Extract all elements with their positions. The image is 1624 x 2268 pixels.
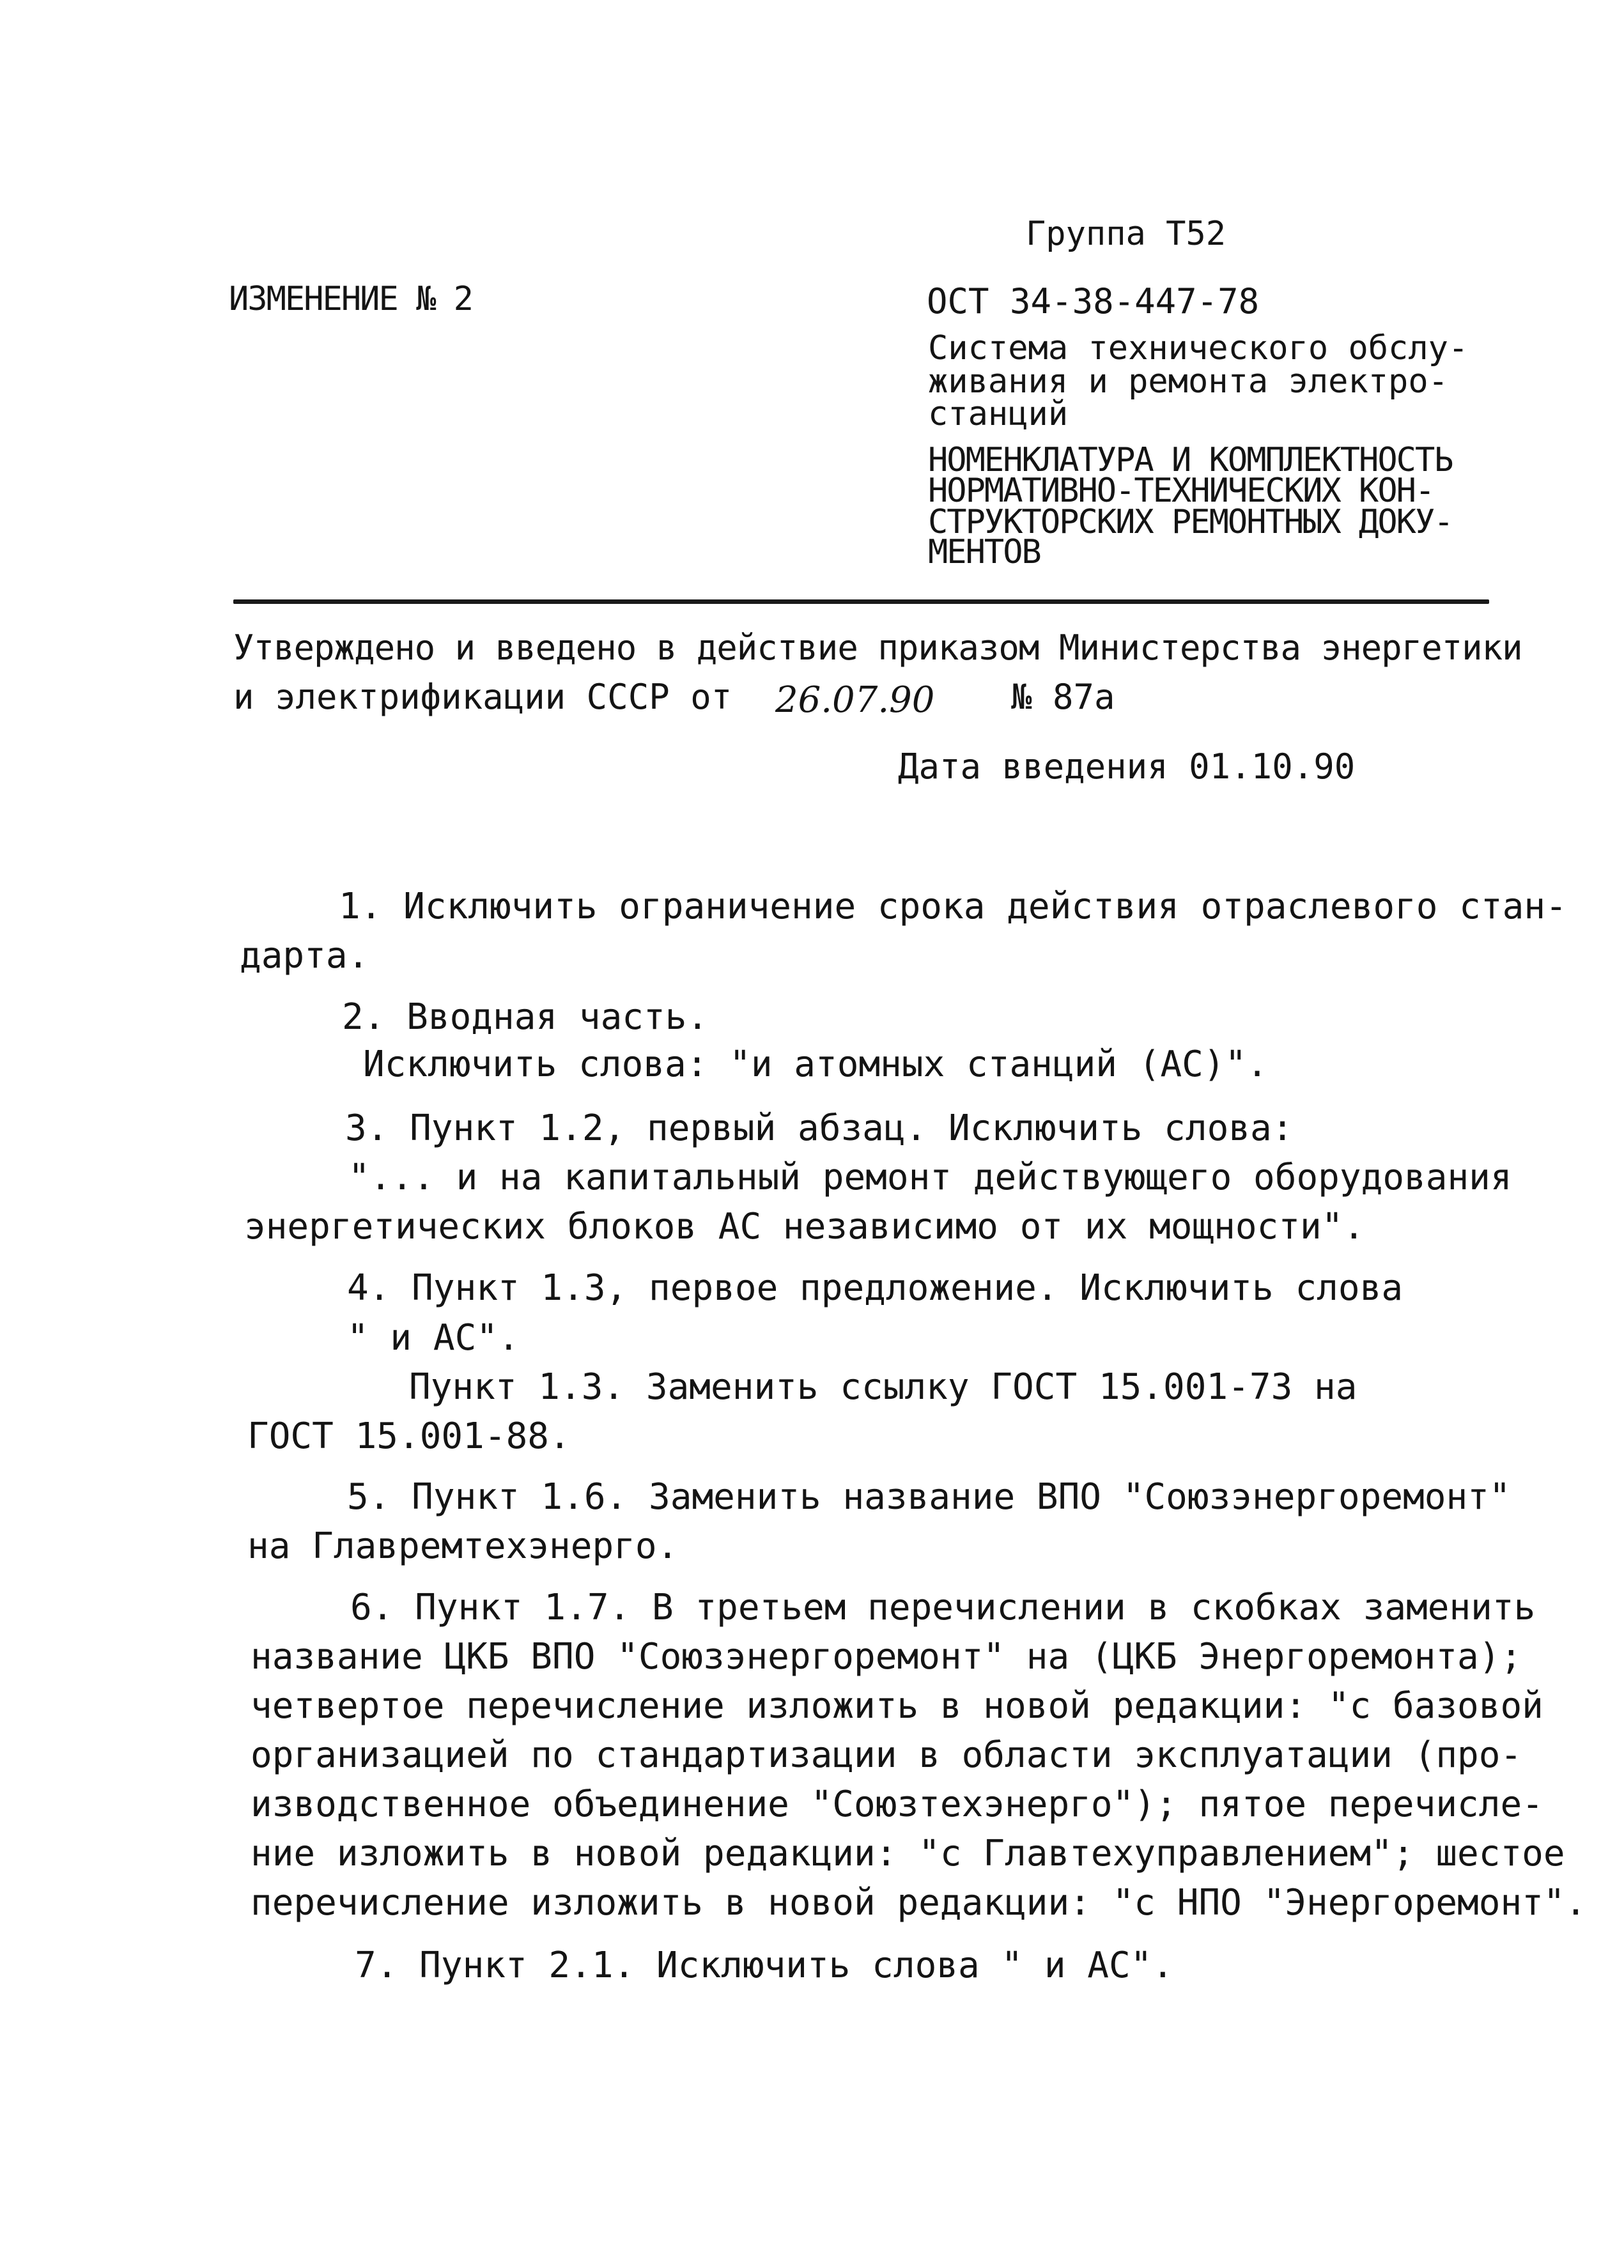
system-title-line: Система технического обслу- [928,329,1469,367]
system-title-line: живания и ремонта электро- [928,362,1448,401]
standard-code: ОСТ 34-38-447-78 [927,281,1260,321]
item-line: 1. Исключить ограничение срока действия отраслевого стан- [339,886,1567,927]
item-line: 7. Пункт 2.1. Исключить слова " и АС". [355,1945,1174,1986]
item-line: Пункт 1.3. Заменить ссылку ГОСТ 15.001-73 на [409,1366,1357,1408]
order-date: 26.07.90 [775,679,935,721]
item-line: "... и на капитальный ремонт действующего оборудования [348,1157,1512,1198]
item-line: 2. Вводная часть. [342,996,709,1038]
item-line: на Главремтехэнерго. [247,1525,679,1567]
item-line: Исключить слова: "и атомных станций (АС)". [363,1044,1269,1085]
item-line: ГОСТ 15.001-88. [247,1416,571,1457]
item-line: энергетических блоков АС независимо от их мощности". [244,1206,1365,1247]
item-line: 3. Пункт 1.2, первый абзац. Исключить слова: [345,1107,1294,1149]
item-line: изводственное объединение "Союзтехэнерго"); пятое перечисле- [251,1784,1543,1825]
item-line: 6. Пункт 1.7. В третьем перечислении в скобках заменить [350,1587,1536,1628]
system-title-line: станций [928,395,1069,433]
doc-title-line: МЕНТОВ [928,533,1040,571]
item-line: организацией по стандартизации в области эксплуатации (про- [251,1734,1522,1776]
order-number: № 87а [1011,677,1115,717]
item-line: ние изложить в новой редакции: "с Главтехуправлением"; шестое [251,1833,1565,1874]
group-label: Группа Т52 [1026,215,1226,253]
approval-line: Утверждено и введено в действие приказом Министерства энергетики [233,628,1522,668]
item-line: " и АС". [347,1317,520,1359]
item-line: перечисление изложить в новой редакции: "с НПО "Энергоремонт". [251,1882,1587,1924]
change-title: ИЗМЕНЕНИЕ № 2 [229,280,472,318]
doc-title-line: НОРМАТИВНО-ТЕХНИЧЕСКИХ КОН- [928,472,1434,510]
item-line: четвертое перечисление изложить в новой редакции: "с базовой [251,1685,1543,1727]
item-line: 4. Пункт 1.3, первое предложение. Исключить слова [347,1267,1404,1309]
doc-title-line: НОМЕНКЛАТУРА И КОМПЛЕКТНОСТЬ [928,441,1453,479]
item-line: 5. Пункт 1.6. Заменить название ВПО "Союзэнергоремонт" [347,1476,1511,1518]
effective-date: Дата введения 01.10.90 [898,746,1356,787]
header-divider [233,599,1489,604]
doc-title-line: СТРУКТОРСКИХ РЕМОНТНЫХ ДОКУ- [928,503,1453,541]
approval-line-prefix: и электрификации СССР от [233,677,732,717]
item-line: дарта. [240,935,369,976]
item-line: название ЦКБ ВПО "Союзэнергоремонт" на (ЦКБ Энергоремонта); [251,1636,1522,1678]
